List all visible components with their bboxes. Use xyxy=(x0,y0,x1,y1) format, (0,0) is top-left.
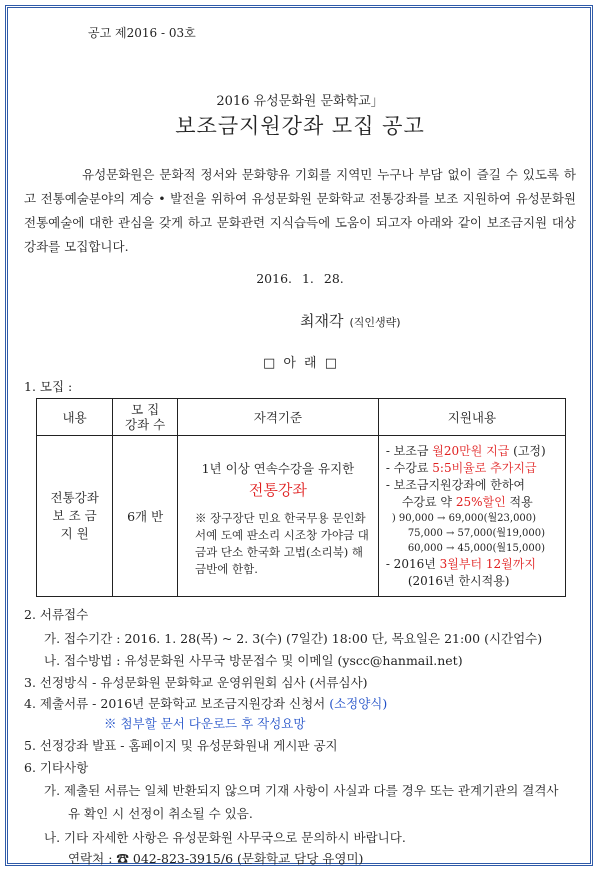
header-count: 모 집 강좌 수 xyxy=(113,399,178,436)
cell-support xyxy=(378,436,565,597)
section6-note-a1: 가. 제출된 서류는 일체 반환되지 않으며 기재 사항이 사실과 다를 경우 또는 관계기관의 결격사 xyxy=(44,783,559,798)
notice-number: 공고 제2016 - 03호 xyxy=(88,26,196,40)
cell-count: 6개 반 xyxy=(113,436,178,597)
section1-label: 1. 모집 : xyxy=(24,379,73,394)
section3-selection: 3. 선정방식 - 유성문화원 문화학교 운영위원회 심사 (서류심사) xyxy=(24,675,368,690)
support-line: - 보조금 월20만원 지급 (고정) xyxy=(385,443,546,458)
director-name: 최재각 xyxy=(300,312,344,330)
header-support: 지원내용 xyxy=(378,399,565,436)
support-line: - 2016년 3월부터 12월까지 xyxy=(385,556,536,571)
header-content: 내용 xyxy=(37,399,113,436)
recruit-table xyxy=(36,398,566,597)
support-line: - 보조금지원강좌에 한하여 xyxy=(385,477,526,492)
header-qualification: 자격기준 xyxy=(178,399,379,436)
support-line: (2016년 한시적용) xyxy=(407,573,510,588)
intro-paragraph xyxy=(24,163,576,259)
rate-row: 60,000 → 45,000(월15,000) xyxy=(407,542,545,554)
section5-announcement: 5. 선정강좌 발표 - 홈페이지 및 유성문화원내 게시판 공지 xyxy=(24,738,338,753)
table-header-row xyxy=(37,399,566,436)
intro-text: 유성문화원은 문화적 정서와 문화향유 기회를 지역민 누구나 부담 없이 즐길 수 있도록 하고 전통예술분야의 계승 • 발전을 위하여 유성문화원 문화학교 전통강좌를 보조 지원하여 유성문화원 전통예술에 대한 관심을 갖게 하고 문화관련 지식습득에 도움이 되고자 아래와 같이 보조금지원 대상 강좌를 모집합니다. xyxy=(24,167,576,254)
qualification-main: 1년 이상 연속수강을 유지한 xyxy=(201,460,355,476)
section6-note-b: 나. 기타 자세한 사항은 유성문화원 사무국으로 문의하시 바랍니다. xyxy=(44,830,406,845)
cell-qualification xyxy=(178,436,379,597)
rate-row: 75,000 → 57,000(월19,000) xyxy=(407,527,545,539)
cell-content: 전통강좌 보 조 금 지 원 xyxy=(37,436,113,597)
director-signature xyxy=(300,310,401,331)
qualification-emphasis: 전통강좌 xyxy=(248,480,307,499)
support-line: - 수강료 5:5비율로 추가지급 xyxy=(385,460,537,475)
qualification-note: ※ 장구장단 민요 한국무용 문인화 서예 도예 판소리 시조창 가야금 대금과 단소 한국화 고법(소리북) 해금반에 한함. xyxy=(195,510,369,576)
notice-date: 2016. 1. 28. xyxy=(256,271,344,286)
rate-row: ) 90,000 → 69,000(월23,000) xyxy=(391,512,537,524)
section2-method: 나. 접수방법 : 유성문화원 사무국 방문접수 및 이메일 (yscc@hanmail.net) xyxy=(44,653,463,668)
seal-note: (직인생략) xyxy=(349,316,401,329)
section2-label: 2. 서류접수 xyxy=(24,607,89,622)
section6-label: 6. 기타사항 xyxy=(24,760,89,775)
phone-icon: ☎ xyxy=(116,851,129,866)
below-heading: □ 아 래 □ xyxy=(262,356,338,371)
form-link[interactable]: (소정양식) xyxy=(329,696,388,711)
page-title: 보조금지원강좌 모집 공고 xyxy=(175,114,425,138)
contact-line xyxy=(68,849,363,867)
series-title: 2016 유성문화원 문화학교」 xyxy=(216,94,384,109)
download-note[interactable]: ※ 첨부할 문서 다운로드 후 작성요망 xyxy=(104,716,306,731)
section2-period: 가. 접수기간 : 2016. 1. 28(목) ~ 2. 3(수) (7일간) 18:00 단, 목요일은 21:00 (시간엄수) xyxy=(44,631,543,646)
section4-documents: 4. 제출서류 - 2016년 문화학교 보조금지원강좌 신청서 (소정양식) xyxy=(24,696,388,711)
support-line: 수강료 약 25%할인 적용 xyxy=(401,494,533,509)
section6-note-a2: 유 확인 시 선정이 취소될 수 있음. xyxy=(68,806,253,821)
table-row xyxy=(37,436,566,597)
contact-text: 042-823-3915/6 (문화학교 담당 유영미) xyxy=(132,851,364,866)
contact-label: 연락처 : xyxy=(68,851,113,866)
